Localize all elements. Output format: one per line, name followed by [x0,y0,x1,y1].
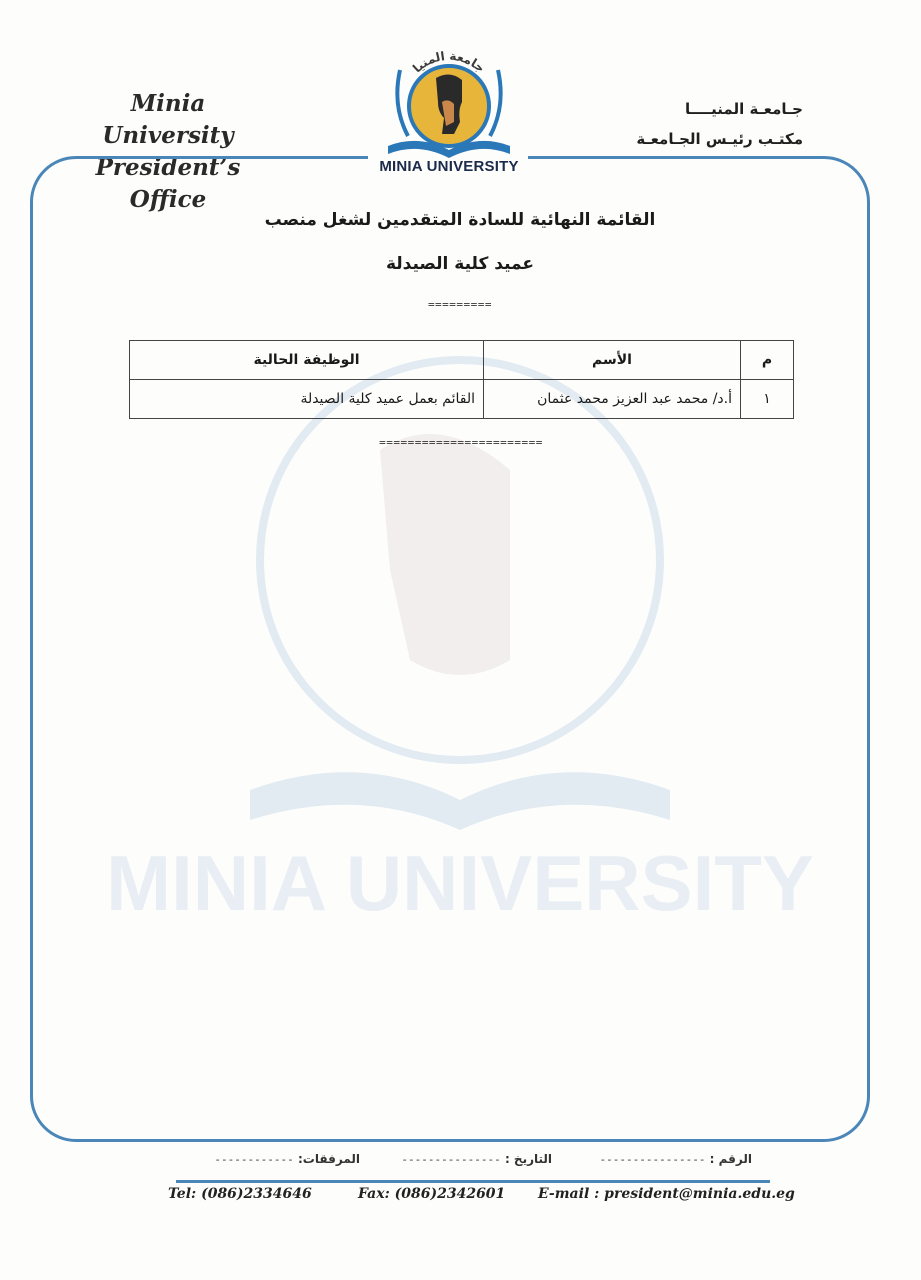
cell-name: أ.د/ محمد عبد العزيز محمد عثمان [484,380,741,419]
watermark-text: MINIA UNIVERSITY [106,839,814,927]
header-position: الوظيفة الحالية [130,341,484,380]
logo-caption: MINIA UNIVERSITY [379,158,519,175]
candidates-table [129,340,794,419]
english-university-name: Minia University [102,90,234,149]
document-subtitle: عميد كلية الصيدلة [385,254,535,274]
document-title: القائمة النهائية للسادة المتقدمين لشغل منصب [264,210,656,230]
footer-contacts [160,1186,795,1210]
footer-attachments [214,1152,360,1166]
footer-email: E-mail : president@minia.edu.eg [538,1186,795,1202]
table-separator: ======================= [379,436,543,449]
english-office-name: President’s Office [95,154,241,213]
footer-date [401,1152,552,1166]
footer-divider [176,1180,770,1183]
logo-arc-text: جامعة المنيا [409,48,488,76]
footer-attachments-label: المرفقات: [298,1152,360,1166]
footer-fields [180,1152,752,1176]
arabic-office-name: مكتـب رئيـس الجـامعـة [636,130,803,148]
table-header-row [130,341,794,380]
footer-date-value: --------------- [401,1153,501,1166]
footer-number [600,1152,752,1166]
footer-fax: Fax: (086)2342601 [358,1186,506,1202]
cell-num: ١ [741,380,794,419]
footer-number-label: الرقم : [709,1152,752,1166]
header-name: الأسم [484,341,741,380]
cell-position: القائم بعمل عميد كلية الصيدلة [130,380,484,419]
footer-attachments-value: ------------ [214,1153,294,1166]
footer-date-label: التاريخ : [504,1152,552,1166]
header-num: م [741,341,794,380]
arabic-university-name: جـامعـة المنيــــا [685,100,803,118]
title-separator: ========= [427,298,493,311]
header-arabic [603,94,803,154]
footer-number-value: ---------------- [599,1153,706,1166]
table-row [130,380,794,419]
footer-tel: Tel: (086)2334646 [168,1186,312,1202]
